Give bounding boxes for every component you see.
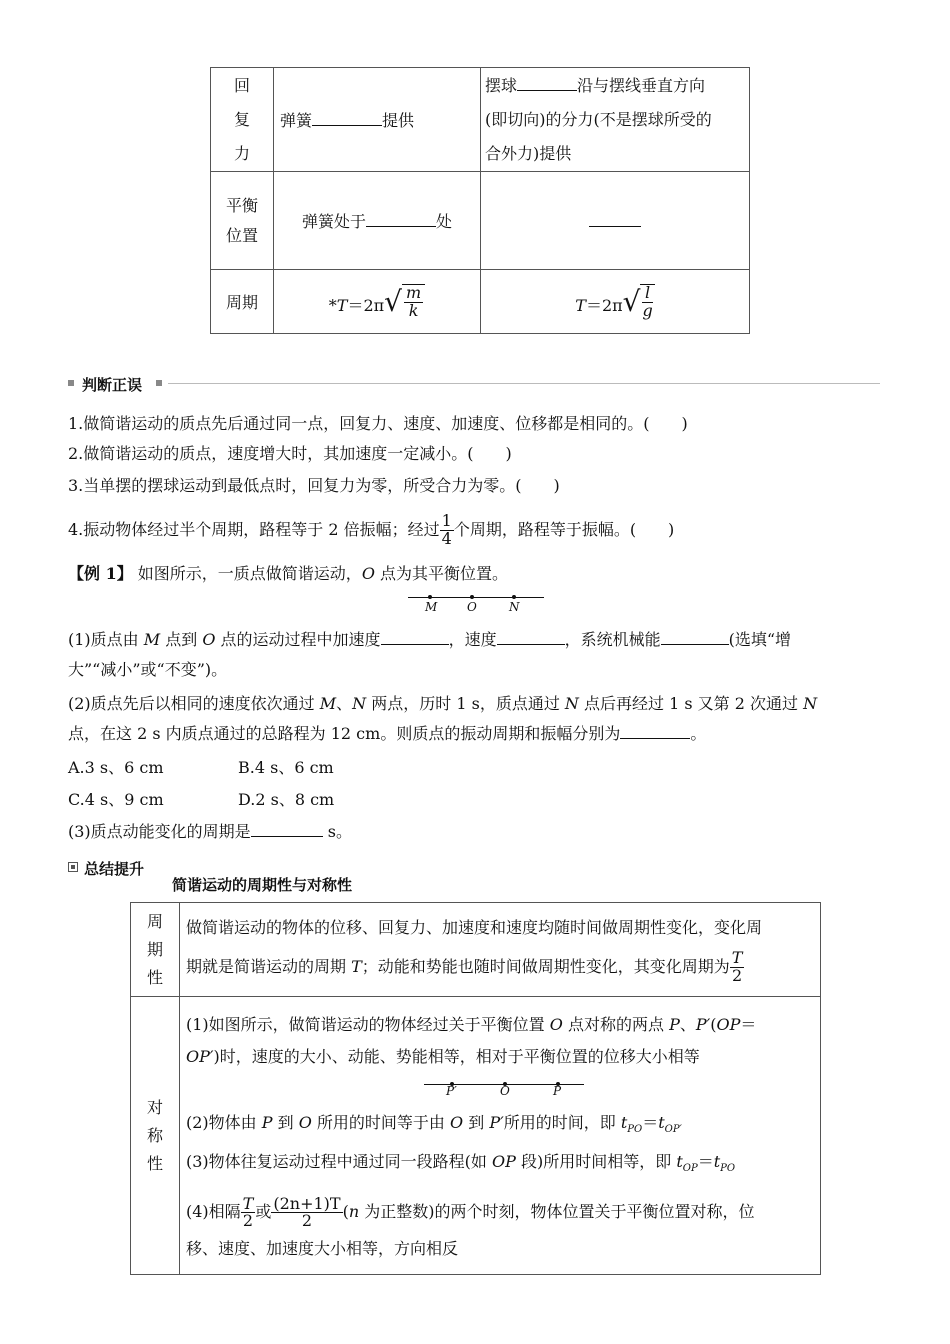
example-part-2: (2)质点先后以相同的速度依次通过 M、N 两点，历时 1 s，质点通过 N 点后再经过 1 s 又第 2 次通过 N <box>68 694 818 713</box>
example-part-1-line2: 大”“减小”或“不变”)。 <box>68 660 228 679</box>
example-part-2-line2: 点，在这 2 s 内质点通过的总路程为 12 cm。则质点的振动周期和振幅分别为 。 <box>68 724 707 743</box>
point-label: P <box>553 1084 562 1098</box>
option-a[interactable]: A.3 s、6 cm <box>68 758 164 777</box>
fill-blank[interactable] <box>366 210 436 227</box>
symmetry-label-cell: 对 称 性 <box>131 997 180 1275</box>
symmetry-point-2: (2)物体由 P 到 O 所用的时间等于由 O 到 P′所用的时间，即 $t_{PO}=t_{OP'}$ <box>186 1113 682 1136</box>
summary-table <box>130 902 821 1275</box>
point-label: O <box>467 600 477 614</box>
section-title: 总结提升 <box>84 860 145 878</box>
judge-section-header <box>68 374 880 394</box>
periodicity-label-cell: 周 期 性 <box>131 903 180 997</box>
spring-period-formula: *T＝2π √ $\frac{m}{k}$ <box>274 270 481 334</box>
judge-question-1: 1.做简谐运动的质点先后通过同一点，回复力、速度、加速度、位移都是相同的。( ) <box>68 414 688 433</box>
mon-diagram <box>408 590 544 618</box>
fill-blank[interactable] <box>381 628 449 645</box>
fill-blank[interactable] <box>661 628 729 645</box>
point-o-dot <box>470 595 474 599</box>
divider <box>168 383 880 384</box>
periodicity-content: 做简谐运动的物体的位移、回复力、加速度和速度均随时间做周期性变化，变化周 期就是简谐运动的周期 T；动能和势能也随时间做周期性变化，其变化周期为 $\frac{T}{2}$ <box>180 903 821 997</box>
pop-diagram <box>186 1073 819 1107</box>
example-part-3: (3)质点动能变化的周期是 s。 <box>68 822 352 841</box>
judge-question-2: 2.做简谐运动的质点，速度增大时，其加速度一定减小。( ) <box>68 444 512 463</box>
point-label: O <box>500 1084 510 1098</box>
spring-restoring-force-cell: 弹簧 提供 <box>274 68 481 172</box>
fill-blank[interactable] <box>589 210 641 227</box>
square-bullet-icon <box>68 380 74 386</box>
fill-blank[interactable] <box>312 109 382 126</box>
restoring-force-label-cell <box>211 68 274 172</box>
point-m-dot <box>428 595 432 599</box>
fraction: $\frac{1}{4}$ <box>441 511 452 548</box>
symmetry-content: (1)如图所示，做简谐运动的物体经过关于平衡位置 O 点对称的两点 P、P′(OP＝ OP′)时，速度的大小、动能、势能相等，相对于平衡位置的位移大小相等 P′ O P (2)物体由 P 到 O 所用的时间等于由 O 到 P′所用的时间，即 $t_{PO}=t_{OP'}$ (3)物体往复运动过程中通过同一段路程(如 OP 段)所用时间相等，即 $t_{OP}=t_{PO}$ (4)相隔 $\frac{T}{2}$ 或 $\frac{(2n+1)T}{2}$ (n 为正整数)的两个时刻，物体位置关于平衡位置对称，位 移、速度、加速度大小相等，方向相反 <box>180 997 821 1275</box>
spring-equilibrium-cell: 弹簧处于 处 <box>274 172 481 270</box>
row-label-char: 力 <box>233 143 250 163</box>
pendulum-restoring-force-cell: 摆球 沿与摆线垂直方向 (即切向)的分力(不是摆球所受的 合外力)提供 <box>481 68 750 172</box>
fill-blank[interactable] <box>251 820 323 837</box>
symmetry-point-3: (3)物体往复运动过程中通过同一段路程(如 OP 段)所用时间相等，即 $t_{OP}=t_{PO}$ <box>186 1152 736 1175</box>
judge-question-4: 4.振动物体经过半个周期，路程等于 2 倍振幅；经过 $\frac{1}{4}$ 个周期，路程等于振幅。( ) <box>68 511 675 548</box>
fill-blank[interactable] <box>620 722 690 739</box>
fraction: $\frac{(2n+1)T}{2}$ <box>273 1193 341 1231</box>
judge-question-3: 3.当单摆的摆球运动到最低点时，回复力为零，所受合力为零。( ) <box>68 476 560 495</box>
square-bullet-icon <box>156 380 162 386</box>
section-title: 判断正误 <box>82 376 143 394</box>
pendulum-equilibrium-cell <box>481 172 750 270</box>
point-n-dot <box>512 595 516 599</box>
option-d[interactable]: D.2 s、8 cm <box>238 790 335 809</box>
option-c[interactable]: C.4 s、9 cm <box>68 790 164 809</box>
fill-blank[interactable] <box>517 74 577 91</box>
sqrt-sign: √ $\frac{l}{g}$ <box>622 282 653 320</box>
square-outline-icon <box>68 862 78 872</box>
example-stem: 【例 1】 如图所示，一质点做简谐运动，O 点为其平衡位置。 <box>68 564 509 583</box>
row-label-char: 复 <box>233 109 250 129</box>
equilibrium-label-cell: 平衡 位置 <box>211 172 274 270</box>
option-b[interactable]: B.4 s、6 cm <box>238 758 334 777</box>
period-label-cell: 周期 <box>211 270 274 334</box>
fill-blank[interactable] <box>497 628 565 645</box>
comparison-table <box>210 67 750 334</box>
summary-subtitle: 简谐运动的周期性与对称性 <box>172 876 353 894</box>
point-label: N <box>509 600 520 614</box>
fraction: $\frac{T}{2}$ <box>242 1193 254 1231</box>
point-label: P′ <box>446 1084 457 1098</box>
pendulum-period-formula: T＝2π √ $\frac{l}{g}$ <box>481 270 750 334</box>
example-tag: 【例 1】 <box>68 564 133 583</box>
row-label-char: 回 <box>233 75 250 95</box>
symmetry-point-1: (1)如图所示，做简谐运动的物体经过关于平衡位置 O 点对称的两点 P、P′(OP＝ <box>186 1015 757 1034</box>
symmetry-point-4: (4)相隔 $\frac{T}{2}$ 或 $\frac{(2n+1)T}{2}$ (n 为正整数)的两个时刻，物体位置关于平衡位置对称，位 <box>186 1193 755 1231</box>
example-part-1: (1)质点由 M 点到 O 点的运动过程中加速度 ，速度 ，系统机械能 (选填“增 <box>68 630 792 649</box>
sqrt-sign: √ $\frac{m}{k}$ <box>384 284 425 320</box>
fraction: $\frac{T}{2}$ <box>731 947 743 985</box>
point-label: M <box>425 600 438 614</box>
